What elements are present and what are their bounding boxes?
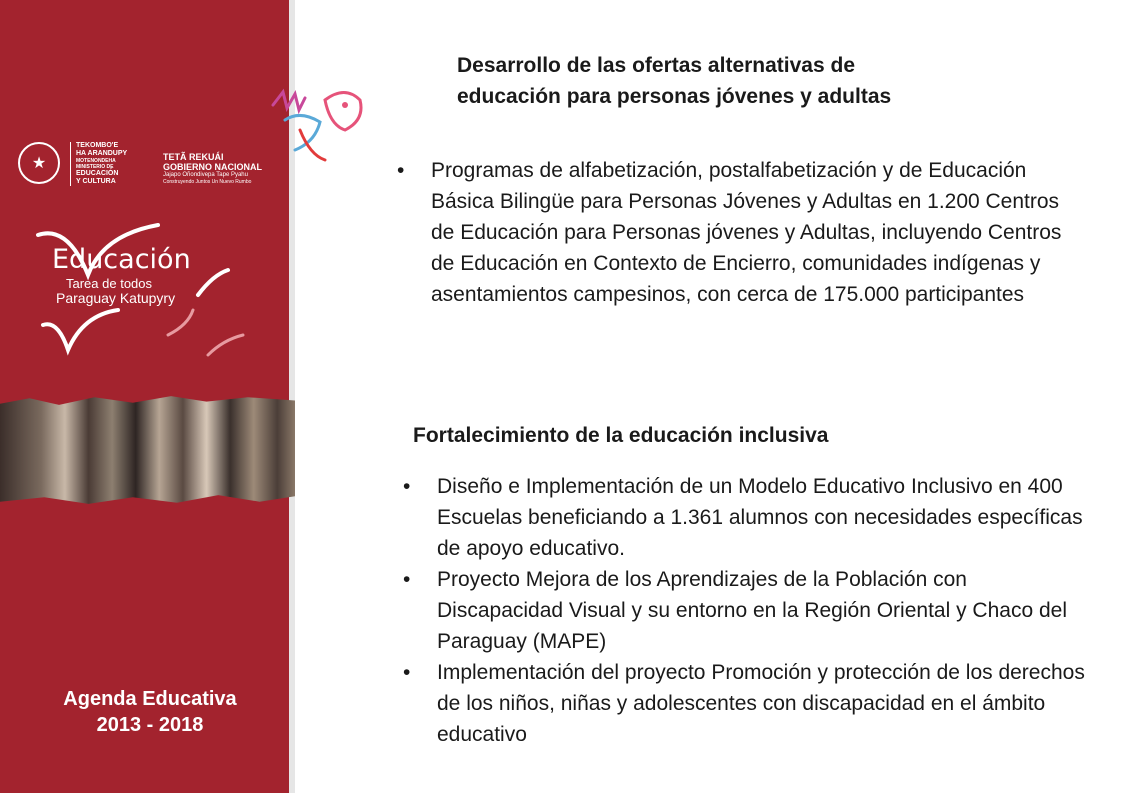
education-logo-title: Educación <box>52 244 191 275</box>
government-logo-text: TETÃ REKUÁI GOBIERNO NACIONAL Jajapo Oñondivepa Tape Pyahu Construyendo Juntos Un Nuevo Rumbo <box>163 152 262 185</box>
alternative-education-list <box>431 155 1071 310</box>
sidebar-banner <box>0 0 295 793</box>
students-photo-collage <box>0 395 295 505</box>
list-item: • Diseño e Implementación de un Modelo Educativo Inclusivo en 400 Escuelas beneficiando a 1.361 alumnos con necesidades específicas de apoyo educativo. <box>437 471 1097 564</box>
list-item: • Implementación del proyecto Promoción y protección de los derechos de los niños, niñas y adolescentes con discapacidad en el ámbito educativo <box>437 657 1097 750</box>
education-logo-subtitle: Tarea de todos Paraguay Katupyry <box>56 276 176 306</box>
child-drawing-doodle-icon <box>265 80 370 165</box>
list-item: • Programas de alfabetización, postalfabetización y de Educación Básica Bilingüe para Personas Jóvenes y Adultas en 1.200 Centros de Educación para Personas jóvenes y Adultas, incluyendo Centros de Educación en Contexto de Encierro, comunidades indígenas y asentamientos campesinos, con cerca de 175.000 participantes <box>431 155 1071 310</box>
agenda-title: Agenda Educativa 2013 - 2018 <box>63 688 237 736</box>
ministry-logo-text: TEKOMBO'E HA ARANDUPY MOTENONDEHA MINISTERIO DE EDUCACIÓN Y CULTURA <box>70 142 156 186</box>
national-seal-icon <box>18 142 60 184</box>
heading-inclusive-education: Fortalecimiento de la educación inclusiva <box>413 424 829 447</box>
heading-alternative-education: Desarrollo de las ofertas alternativas de educación para personas jóvenes y adultas <box>457 54 892 108</box>
logo-row <box>18 140 278 190</box>
list-item: • Proyecto Mejora de los Aprendizajes de la Población con Discapacidad Visual y su entorno en la Región Oriental y Chaco del Paraguay (MAPE) <box>437 564 1097 657</box>
inclusive-education-list <box>437 471 1097 750</box>
